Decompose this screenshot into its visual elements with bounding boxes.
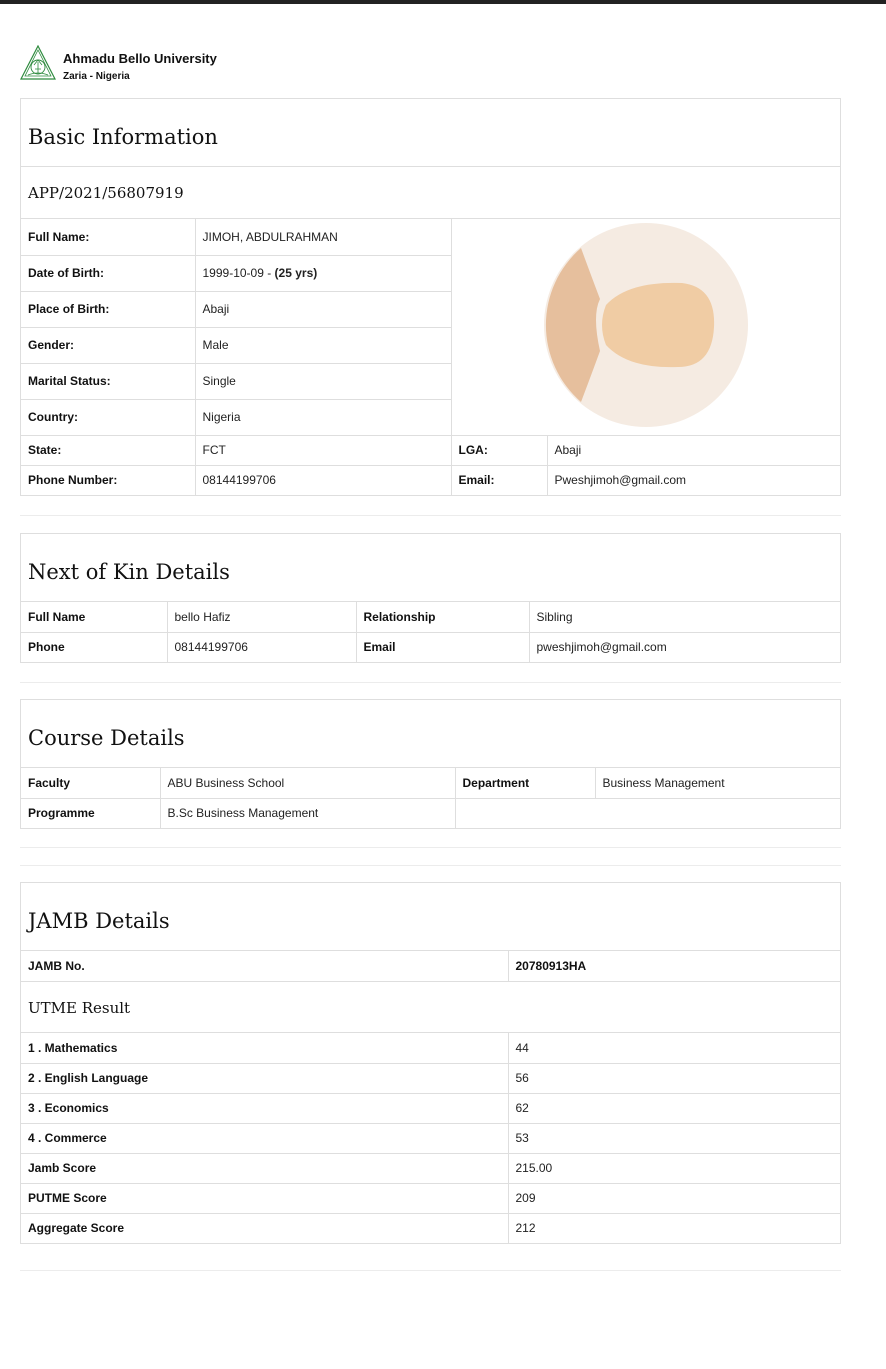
pob-value: Abaji: [195, 291, 451, 327]
kin-name-label: Full Name: [21, 602, 167, 632]
jamb-score-value: 215.00: [508, 1153, 840, 1183]
section-divider: [20, 682, 841, 683]
pob-label: Place of Birth:: [21, 291, 195, 327]
table-row: [21, 1183, 840, 1213]
utme-result-table: [21, 1033, 840, 1243]
subject-label: 2 . English Language: [21, 1063, 508, 1093]
basic-information-card: [20, 98, 841, 496]
next-of-kin-card: [20, 533, 841, 663]
putme-score-label: PUTME Score: [21, 1183, 508, 1213]
jamb-number-value: 20780913HA: [508, 951, 840, 981]
state-label: State:: [21, 435, 195, 465]
kin-name-value: bello Hafiz: [167, 602, 356, 632]
dob-date: 1999-10-09 -: [202, 266, 275, 280]
department-value: Business Management: [595, 768, 840, 798]
full-name-label: Full Name:: [21, 219, 195, 255]
application-number: APP/2021/56807919: [21, 167, 840, 219]
dob-value: [195, 255, 451, 291]
email-label: Email:: [451, 465, 547, 495]
country-label: Country:: [21, 399, 195, 435]
phone-number-value: 08144199706: [195, 465, 451, 495]
course-details-table: [21, 768, 840, 828]
table-row: [21, 1213, 840, 1243]
country-value: Nigeria: [195, 399, 451, 435]
subject-score: 62: [508, 1093, 840, 1123]
basic-information-table: [21, 219, 840, 495]
basic-information-title: Basic Information: [21, 99, 840, 167]
jamb-number-label: JAMB No.: [21, 951, 508, 981]
faculty-label: Faculty: [21, 768, 160, 798]
subject-score: 53: [508, 1123, 840, 1153]
university-logo-icon: [20, 45, 56, 81]
section-divider: [20, 865, 841, 866]
passport-photo-cell: [451, 219, 840, 435]
programme-label: Programme: [21, 798, 160, 828]
jamb-details-card: [20, 882, 841, 1244]
lga-value: Abaji: [547, 435, 840, 465]
table-row: [21, 1033, 840, 1063]
next-of-kin-table: [21, 602, 840, 662]
subject-score: 56: [508, 1063, 840, 1093]
lga-label: LGA:: [451, 435, 547, 465]
section-divider: [20, 847, 841, 848]
marital-status-label: Marital Status:: [21, 363, 195, 399]
table-row: [21, 1153, 840, 1183]
passport-photo: [544, 223, 748, 427]
empty-cell: [455, 798, 840, 828]
page-header: [20, 44, 420, 84]
jamb-score-label: Jamb Score: [21, 1153, 508, 1183]
university-location: Zaria - Nigeria: [63, 71, 130, 82]
aggregate-score-label: Aggregate Score: [21, 1213, 508, 1243]
marital-status-value: Single: [195, 363, 451, 399]
full-name-value: JIMOH, ABDULRAHMAN: [195, 219, 451, 255]
utme-result-title: UTME Result: [21, 981, 840, 1033]
section-divider: [20, 1270, 841, 1271]
university-name: Ahmadu Bello University: [63, 51, 217, 66]
dob-age: (25 yrs): [274, 266, 318, 280]
dob-label: Date of Birth:: [21, 255, 195, 291]
kin-relationship-value: Sibling: [529, 602, 840, 632]
putme-score-value: 209: [508, 1183, 840, 1213]
kin-phone-value: 08144199706: [167, 632, 356, 662]
state-value: FCT: [195, 435, 451, 465]
aggregate-score-value: 212: [508, 1213, 840, 1243]
subject-score: 44: [508, 1033, 840, 1063]
phone-number-label: Phone Number:: [21, 465, 195, 495]
email-value: Pweshjimoh@gmail.com: [547, 465, 840, 495]
kin-email-value: pweshjimoh@gmail.com: [529, 632, 840, 662]
faculty-value: ABU Business School: [160, 768, 455, 798]
kin-email-label: Email: [356, 632, 529, 662]
gender-label: Gender:: [21, 327, 195, 363]
jamb-details-title: JAMB Details: [21, 883, 840, 951]
kin-relationship-label: Relationship: [356, 602, 529, 632]
department-label: Department: [455, 768, 595, 798]
subject-label: 1 . Mathematics: [21, 1033, 508, 1063]
kin-phone-label: Phone: [21, 632, 167, 662]
next-of-kin-title: Next of Kin Details: [21, 534, 840, 602]
jamb-number-table: [21, 951, 840, 981]
course-details-card: [20, 699, 841, 829]
subject-label: 3 . Economics: [21, 1093, 508, 1123]
programme-value: B.Sc Business Management: [160, 798, 455, 828]
section-divider: [20, 515, 841, 516]
gender-value: Male: [195, 327, 451, 363]
course-details-title: Course Details: [21, 700, 840, 768]
table-row: [21, 1123, 840, 1153]
subject-label: 4 . Commerce: [21, 1123, 508, 1153]
table-row: [21, 1063, 840, 1093]
top-bar: [0, 0, 886, 4]
table-row: [21, 1093, 840, 1123]
